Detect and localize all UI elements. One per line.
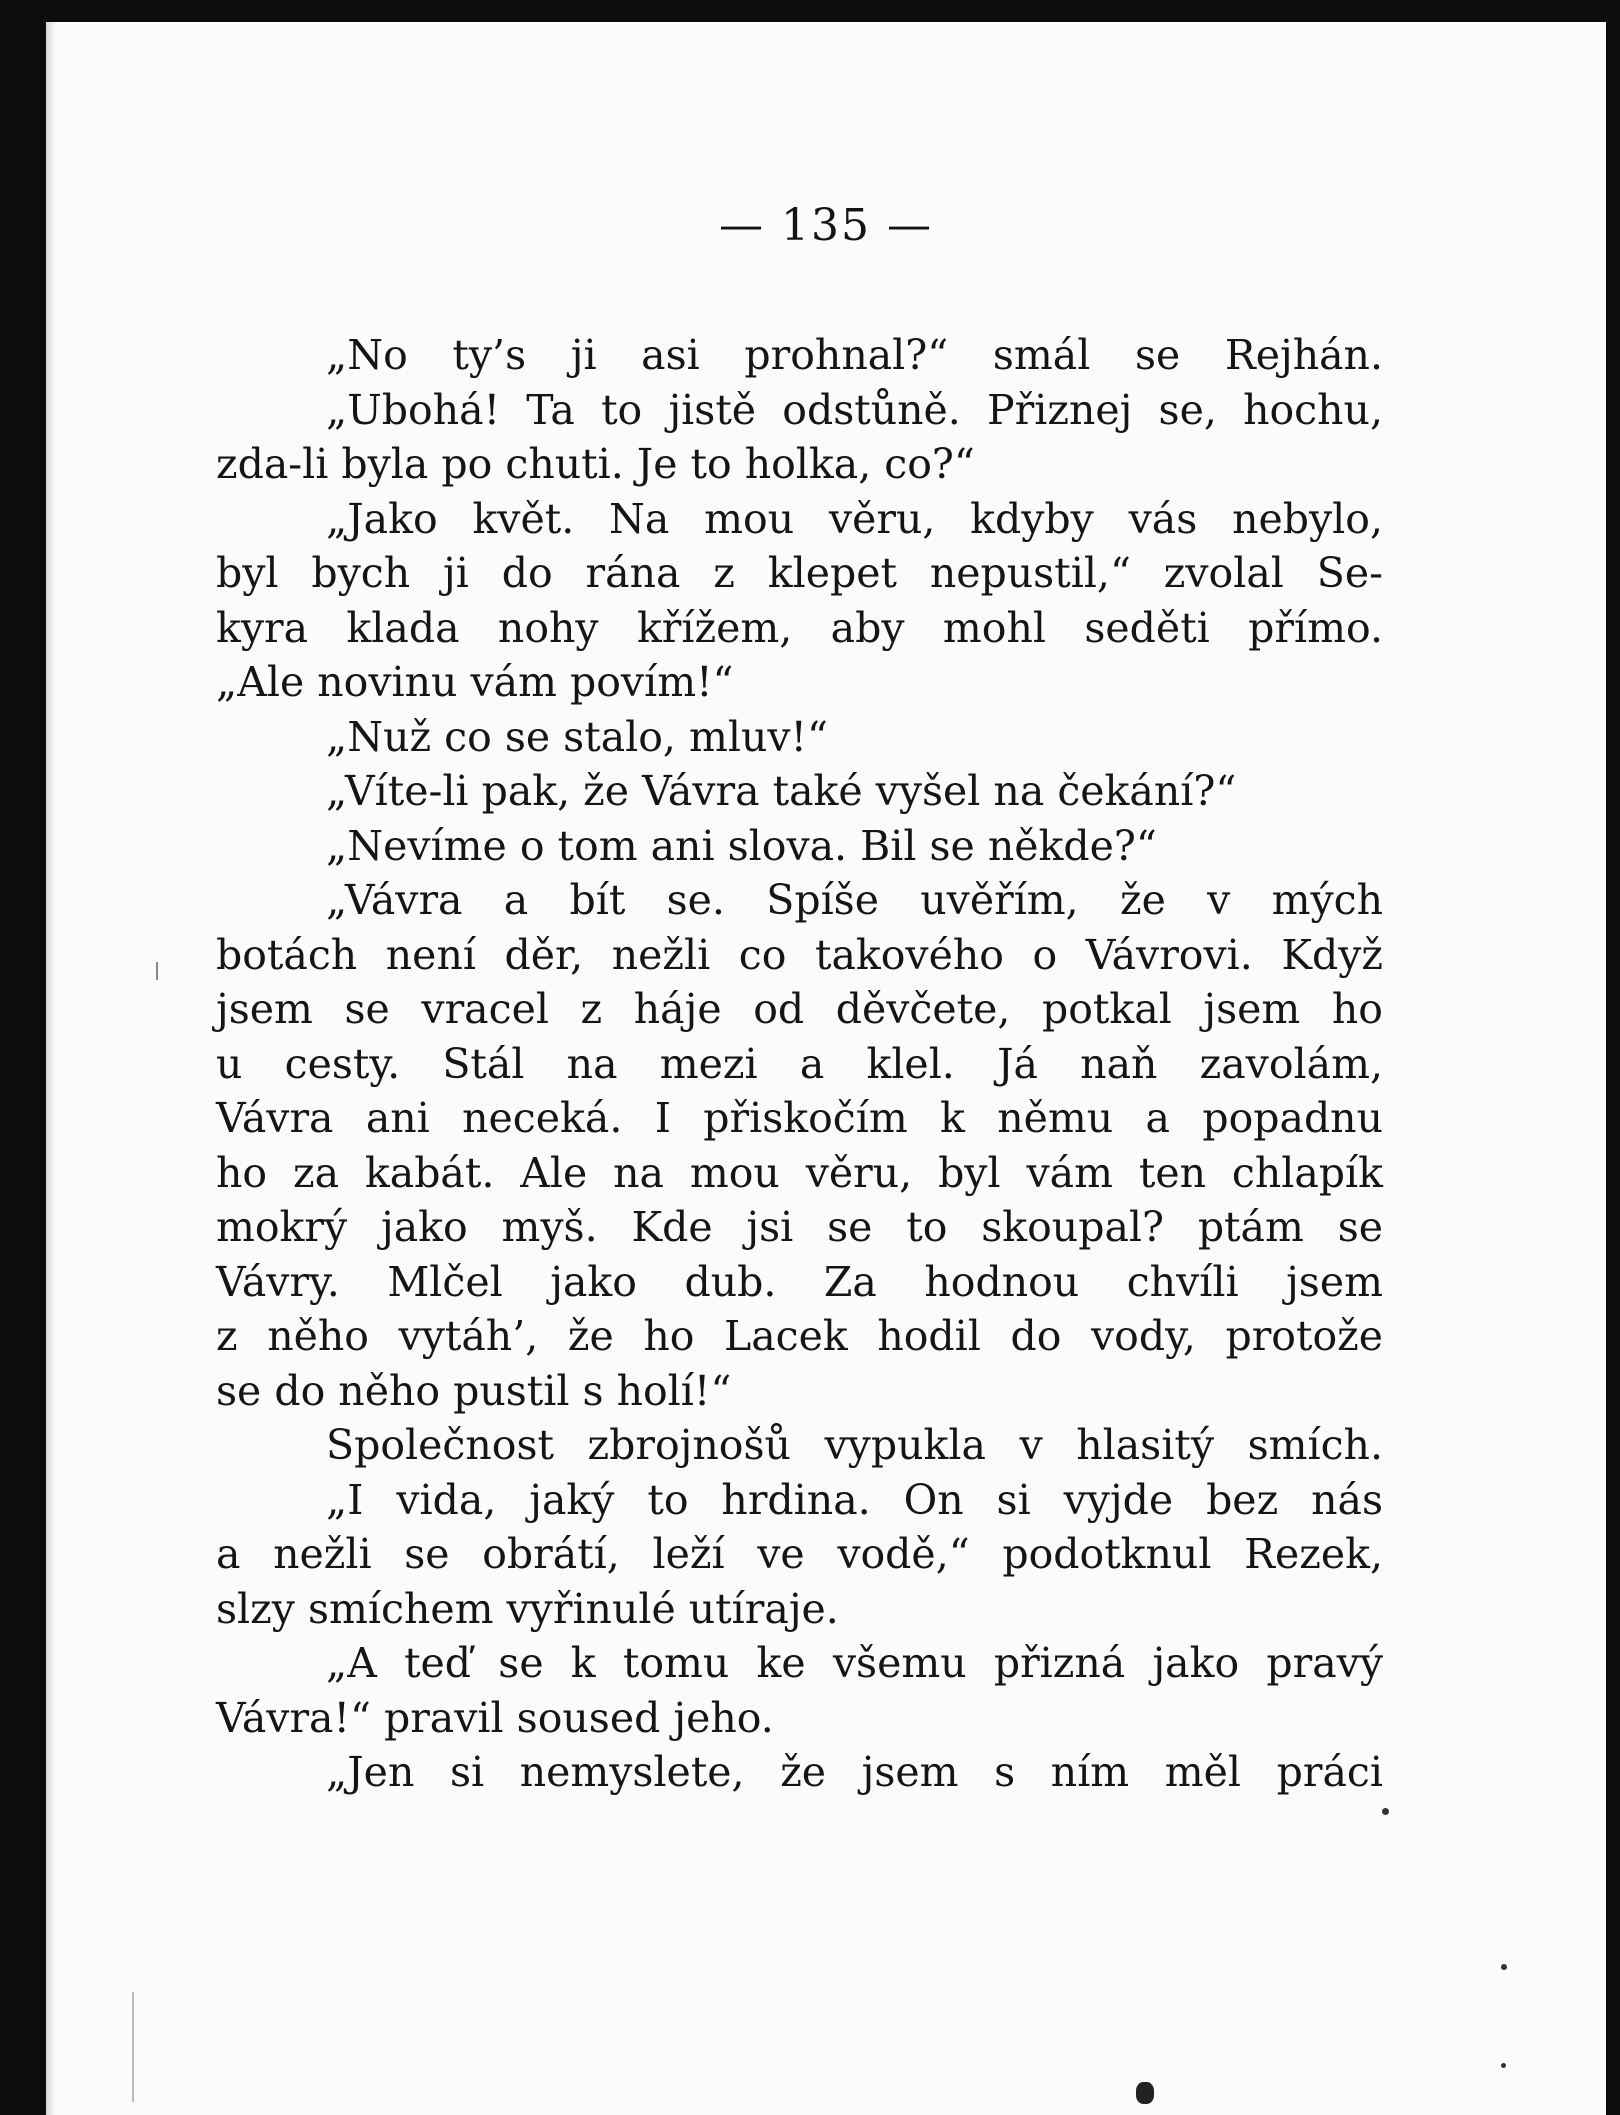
text-line: u cesty. Stál na mezi a klel. Já naň zavolám, xyxy=(216,1039,1383,1088)
text-line: „Nuž co se stalo, mluv!“ xyxy=(326,712,828,761)
text-line: „No ty’s ji asi prohnal?“ smál se Rejhán. xyxy=(326,331,1383,379)
text-line: „Ubohá! Ta to jistě odstůně. Přiznej se, hochu, xyxy=(326,385,1383,434)
dust-speck xyxy=(1501,2063,1506,2068)
text-line: „Jako květ. Na mou věru, kdyby vás nebylo, xyxy=(326,494,1383,543)
text-line: „Nevíme o tom ani slova. Bil se někde?“ xyxy=(326,821,1157,870)
text-line: „Jen si nemyslete, že jsem s ním měl práci xyxy=(326,1748,1383,1796)
page-number: — 135 — xyxy=(719,200,933,251)
text-line: Společnost zbrojnošů vypukla v hlasitý smích. xyxy=(326,1421,1383,1469)
text-line: Vávra!“ pravil soused jeho. xyxy=(216,1693,774,1742)
book-page xyxy=(46,22,1606,2115)
text-line: se do něho pustil s holí!“ xyxy=(216,1366,732,1415)
scan-scratch xyxy=(132,1992,134,2102)
text-line: Vávra ani neceká. I přiskočím k němu a popadnu xyxy=(216,1094,1383,1142)
text-line: byl bych ji do rána z klepet nepustil,“ zvolal Se- xyxy=(216,549,1383,597)
text-line: „Vávra a bít se. Spíše uvěřím, že v mých xyxy=(326,876,1383,924)
text-line: kyra klada nohy křížem, aby mohl seděti přímo. xyxy=(216,603,1383,652)
text-line: z něho vytáh’, že ho Lacek hodil do vody, protože xyxy=(216,1312,1383,1360)
text-line: „I vida, jaký to hrdina. On si vyjde bez nás xyxy=(326,1475,1383,1524)
text-line: botách není děr, nežli co takového o Vávrovi. Když xyxy=(216,930,1383,979)
text-line: mokrý jako myš. Kde jsi se to skoupal? ptám se xyxy=(216,1203,1383,1251)
dust-speck xyxy=(1501,1964,1507,1970)
text-line: „A teď se k tomu ke všemu přizná jako pravý xyxy=(326,1639,1383,1687)
text-line: „Ale novinu vám povím!“ xyxy=(216,658,734,706)
page-edge-shadow xyxy=(46,22,56,2115)
text-line: slzy smíchem vyřinulé utíraje. xyxy=(216,1584,839,1633)
text-line: zda-li byla po chuti. Je to holka, co?“ xyxy=(216,440,975,488)
dust-speck xyxy=(1382,1808,1389,1815)
text-line: ho za kabát. Ale na mou věru, byl vám ten chlapík xyxy=(216,1148,1383,1197)
text-line: jsem se vracel z háje od děvčete, potkal jsem ho xyxy=(216,985,1383,1033)
text-line: „Víte-li pak, že Vávra také vyšel na čekání?“ xyxy=(326,767,1237,815)
text-line: Vávry. Mlčel jako dub. Za hodnou chvíli jsem xyxy=(216,1257,1383,1306)
dust-speck xyxy=(1136,2082,1154,2104)
text-line: a nežli se obrátí, leží ve vodě,“ podotknul Rezek, xyxy=(216,1530,1383,1578)
body-text xyxy=(216,328,1383,1800)
scan-scratch xyxy=(156,962,158,980)
